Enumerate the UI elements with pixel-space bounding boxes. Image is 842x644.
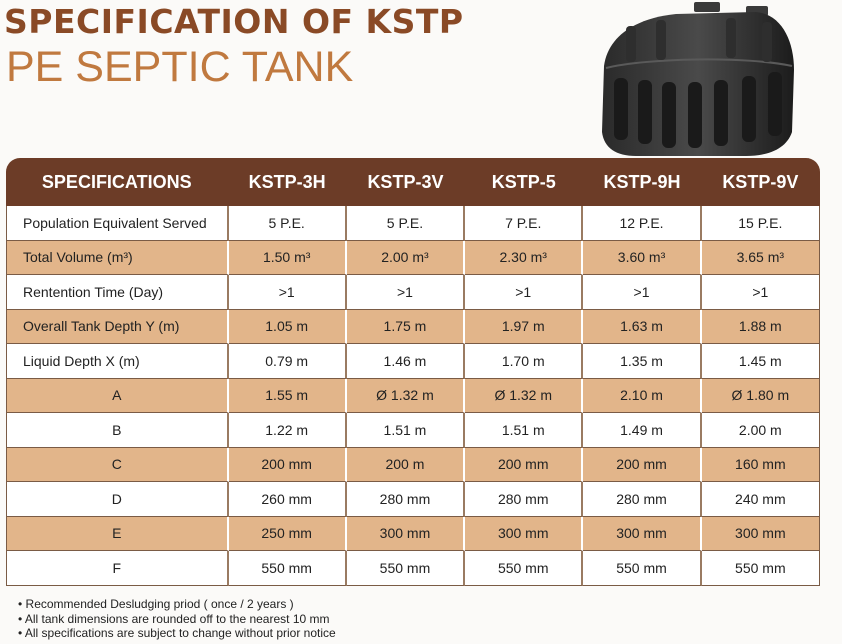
table-row [6, 275, 820, 310]
table-cell: 300 mm [465, 517, 583, 552]
subtitle-heading: PE SEPTIC TANK [6, 43, 354, 91]
table-cell: 550 mm [583, 551, 701, 586]
header-kstp-5: KSTP-5 [465, 158, 583, 206]
table-row [6, 206, 820, 241]
header-kstp-3v: KSTP-3V [347, 158, 465, 206]
table-header-row [6, 158, 820, 206]
row-label: Liquid Depth X (m) [6, 344, 229, 379]
table-cell: >1 [229, 275, 347, 310]
table-cell: 200 mm [465, 448, 583, 483]
table-cell: 1.49 m [583, 413, 701, 448]
table-cell: 15 P.E. [702, 206, 820, 241]
table-row [6, 241, 820, 276]
footnote-rounding: • All tank dimensions are rounded off to the nearest 10 mm [18, 611, 330, 626]
table-cell: 280 mm [583, 482, 701, 517]
row-label: Population Equivalent Served [6, 206, 229, 241]
table-cell: 280 mm [465, 482, 583, 517]
table-cell: 5 P.E. [347, 206, 465, 241]
table-row [6, 517, 820, 552]
table-cell: >1 [347, 275, 465, 310]
table-cell: 300 mm [583, 517, 701, 552]
table-cell: 300 mm [347, 517, 465, 552]
table-cell: 2.10 m [583, 379, 701, 414]
table-cell: Ø 1.32 m [347, 379, 465, 414]
table-cell: 550 mm [465, 551, 583, 586]
table-cell: 200 m [347, 448, 465, 483]
table-cell: 1.46 m [347, 344, 465, 379]
table-row [6, 413, 820, 448]
row-label: F [6, 551, 229, 586]
table-cell: 2.30 m³ [465, 241, 583, 276]
table-cell: >1 [583, 275, 701, 310]
table-row [6, 344, 820, 379]
table-cell: 300 mm [702, 517, 820, 552]
table-cell: 7 P.E. [465, 206, 583, 241]
table-cell: 1.97 m [465, 310, 583, 345]
table-cell: 240 mm [702, 482, 820, 517]
table-cell: 260 mm [229, 482, 347, 517]
table-cell: 1.05 m [229, 310, 347, 345]
header-kstp-9v: KSTP-9V [702, 158, 820, 206]
footnotes [18, 597, 336, 641]
row-label: C [6, 448, 229, 483]
table-cell: 280 mm [347, 482, 465, 517]
table-cell: 1.88 m [702, 310, 820, 345]
table-cell: Ø 1.80 m [702, 379, 820, 414]
table-cell: 160 mm [702, 448, 820, 483]
table-cell: 3.65 m³ [702, 241, 820, 276]
table-row [6, 482, 820, 517]
table-cell: 5 P.E. [229, 206, 347, 241]
row-label: Rentention Time (Day) [6, 275, 229, 310]
table-cell: 1.51 m [347, 413, 465, 448]
footnote-change-notice: • All specifications are subject to change without prior notice [18, 626, 336, 640]
table-cell: 1.63 m [583, 310, 701, 345]
table-cell: 200 mm [583, 448, 701, 483]
header-specifications: SPECIFICATIONS [6, 158, 229, 206]
table-cell: 550 mm [347, 551, 465, 586]
table-cell: 3.60 m³ [583, 241, 701, 276]
row-label: E [6, 517, 229, 552]
table-cell: >1 [702, 275, 820, 310]
table-cell: Ø 1.32 m [465, 379, 583, 414]
table-cell: 2.00 m³ [347, 241, 465, 276]
table-row [6, 379, 820, 414]
table-cell: 550 mm [229, 551, 347, 586]
title-heading: SPECIFICATION OF KSTP [4, 2, 464, 41]
table-cell: 250 mm [229, 517, 347, 552]
row-label: Overall Tank Depth Y (m) [6, 310, 229, 345]
footnote-desludging: • Recommended Desludging priod ( once / 2 years ) [18, 597, 294, 611]
table-cell: 0.79 m [229, 344, 347, 379]
table-cell: 12 P.E. [583, 206, 701, 241]
row-label: B [6, 413, 229, 448]
table-cell: 1.51 m [465, 413, 583, 448]
table-row [6, 448, 820, 483]
table-cell: 1.50 m³ [229, 241, 347, 276]
header-kstp-9h: KSTP-9H [583, 158, 701, 206]
table-cell: 550 mm [702, 551, 820, 586]
table-cell: 1.75 m [347, 310, 465, 345]
row-label: Total Volume (m³) [6, 241, 229, 276]
table-cell: 200 mm [229, 448, 347, 483]
row-label: D [6, 482, 229, 517]
table-cell: >1 [465, 275, 583, 310]
table-cell: 2.00 m [702, 413, 820, 448]
table-cell: 1.35 m [583, 344, 701, 379]
header-kstp-3h: KSTP-3H [229, 158, 347, 206]
table-row [6, 551, 820, 586]
table-cell: 1.55 m [229, 379, 347, 414]
table-cell: 1.70 m [465, 344, 583, 379]
septic-tank-image [596, 0, 796, 158]
table-cell: 1.45 m [702, 344, 820, 379]
row-label: A [6, 379, 229, 414]
table-cell: 1.22 m [229, 413, 347, 448]
specification-table [6, 158, 820, 586]
table-row [6, 310, 820, 345]
